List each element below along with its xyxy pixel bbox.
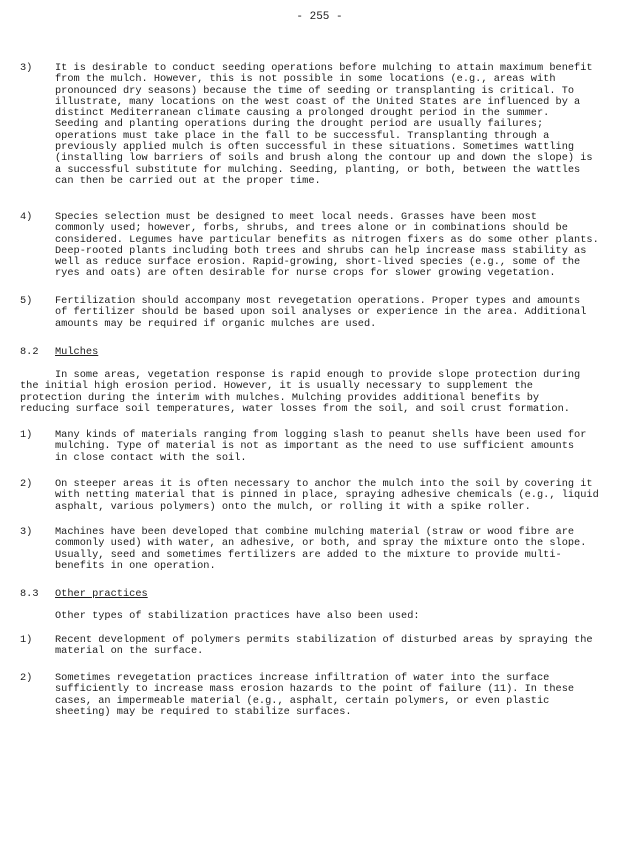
text-line: Machines have been developed that combine mulching material (straw or wood fibre are: [55, 526, 575, 538]
list-item-number: 2): [20, 478, 33, 490]
list-item-number: 3): [20, 62, 33, 74]
text-line: Deep-rooted plants including both trees and shrubs can help increase mass stability as: [55, 244, 587, 257]
text-line: (installing low barriers of soils and brush along the contour up and down the slope) is: [55, 152, 593, 165]
text-line: well as reduce surface erosion. Rapid-growing, short-lived species (e.g., some of the: [55, 256, 581, 269]
text-line: of fertilizer should be based upon soil analyses or experience in the area. Additional: [55, 306, 587, 319]
text-line: Species selection must be designed to meet local needs. Grasses have been most: [55, 211, 537, 223]
text-line: sufficiently to increase mass erosion hazards to the point of failure (11). In these: [55, 683, 575, 696]
section-number: 8.3: [20, 588, 39, 600]
list-item-paragraph: [55, 479, 599, 513]
list-item-number: 5): [20, 295, 33, 307]
list-item-number: 1): [20, 634, 33, 646]
list-item-number: 2): [20, 672, 33, 684]
list-item-paragraph: [55, 430, 586, 464]
section-title: Mulches: [55, 346, 99, 358]
text-line: On steeper areas it is often necessary to anchor the mulch into the soil by covering it: [55, 478, 593, 490]
text-line: Fertilization should accompany most revegetation operations. Proper types and amounts: [55, 295, 581, 307]
text-line: from the mulch. However, this is not possible in some locations (e.g., areas with: [55, 73, 556, 86]
text-line: Sometimes revegetation practices increase infiltration of water into the surface: [55, 672, 550, 684]
text-line: can then be carried out at the proper time.: [55, 174, 321, 187]
text-line: a successful substitute for mulching. Seeding, planting, or both, between the wattles: [55, 163, 581, 176]
text-line: amounts may be required if organic mulches are used.: [55, 317, 377, 330]
text-line: asphalt, various polymers) onto the mulch, or rolling it with a spike roller.: [55, 500, 531, 513]
list-item-paragraph: [55, 63, 593, 187]
text-line: with netting material that is pinned in place, spraying adhesive chemicals (e.g., liquid: [55, 489, 599, 502]
list-item-paragraph: [55, 635, 593, 658]
text-line: ryes and oats) are often desirable for nurse crops for slower growing vegetation.: [55, 267, 556, 280]
text-line: Recent development of polymers permits stabilization of disturbed areas by spraying the: [55, 634, 593, 646]
text-line: previously applied mulch is often successful in these situations. Sometimes wattling: [55, 141, 575, 154]
text-line: sheeting) may be required to stabilize surfaces.: [55, 705, 352, 718]
text-line: Seeding and planting operations during the drought period are usually failures;: [55, 118, 544, 131]
list-item-number: 3): [20, 526, 33, 538]
list-item-paragraph: [55, 212, 599, 280]
page-number: - 255 -: [296, 11, 343, 23]
text-line: in close contact with the soil.: [55, 451, 247, 464]
text-line: In some areas, vegetation response is rapid enough to provide slope protection during: [55, 369, 581, 381]
list-item-number: 1): [20, 429, 33, 441]
text-line: distinct Mediterranean climate causing a prolonged drought period in the summer.: [55, 107, 550, 120]
text-line: Other types of stabilization practices have also been used:: [55, 610, 420, 622]
text-line: illustrate, many locations on the west coast of the United States are influenced by a: [55, 95, 581, 108]
text-line: material on the surface.: [55, 645, 204, 658]
text-line: operations must take place in the fall to be successful. Transplanting through a: [55, 129, 550, 142]
section-number: 8.2: [20, 346, 39, 358]
list-item-paragraph: [55, 673, 574, 718]
text-line: benefits in one operation.: [55, 559, 216, 572]
text-line: the initial high erosion period. However, it is usually necessary to supplement the: [20, 380, 533, 393]
text-line: commonly used; however, forbs, shrubs, and trees alone or in combinations should be: [55, 222, 568, 235]
text-line: cases, an impermeable material (e.g., asphalt, certain polymers, or even plastic: [55, 694, 550, 707]
text-line: commonly used) with water, an adhesive, or both, and spray the mixture onto the slope.: [55, 537, 587, 550]
list-item-paragraph: [55, 296, 586, 330]
text-line: mulching. Type of material is not as important as the need to use sufficient amounts: [55, 440, 575, 453]
text-line: reducing surface soil temperatures, water losses from the soil, and soil crust formation.: [20, 402, 570, 415]
text-line: considered. Legumes have particular benefits as nitrogen fixers as do some other plants.: [55, 233, 599, 246]
section-title: Other practices: [55, 588, 148, 600]
list-item-number: 4): [20, 211, 33, 223]
text-line: pronounced dry seasons) because the time of seeding or transplanting is critical. To: [55, 84, 575, 97]
text-line: It is desirable to conduct seeding operations before mulching to attain maximum benefit: [55, 62, 593, 74]
list-item-paragraph: [55, 527, 586, 572]
text-line: Usually, seed and sometimes fertilizers are added to the mixture to provide multi-: [55, 548, 562, 561]
text-line: protection during the interim with mulches. Mulching provides additional benefits by: [20, 391, 540, 404]
section-intro-paragraph: [55, 611, 420, 622]
text-line: Many kinds of materials ranging from logging slash to peanut shells have been used for: [55, 429, 587, 441]
section-intro-paragraph: [20, 369, 581, 415]
